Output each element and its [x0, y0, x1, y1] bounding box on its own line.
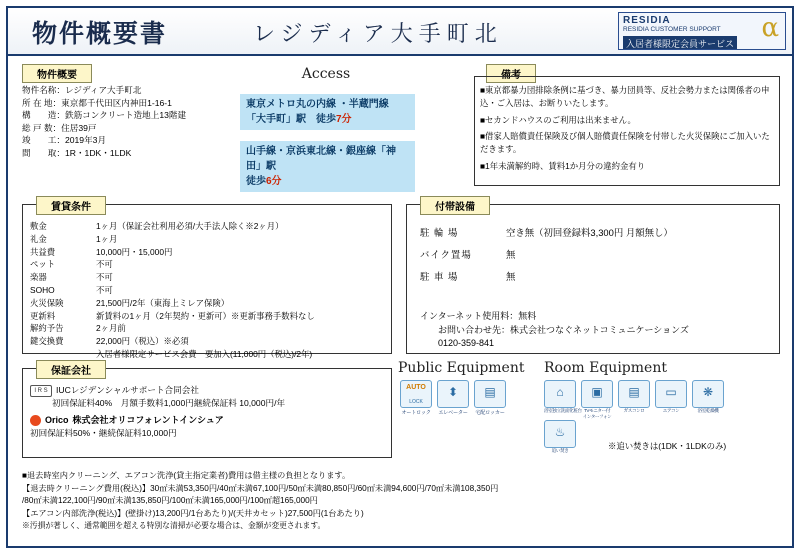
- guarantor-heading: [36, 360, 106, 379]
- internet-fee: インターネット使用料：無料: [420, 311, 537, 321]
- property-overview-label: 物件概要: [22, 64, 92, 83]
- remarks-label: 備考: [486, 64, 536, 83]
- row-value: 22,000円（税込）※必須: [96, 336, 189, 347]
- row-key: [30, 348, 96, 361]
- list-item: ■東京都暴力団排除条例に基づき、暴力団員等、反社会勢力または関係者の申込・ご入居は、お断りいたします。: [480, 85, 770, 108]
- lease-terms-label: 賃貸条件: [36, 196, 106, 215]
- remarks-list: [480, 84, 776, 177]
- bath-reheat-note: ※追い焚きは(1DK・1LDKのみ): [608, 441, 727, 451]
- icon-caption: オートロック: [401, 410, 431, 416]
- table-row: [30, 271, 386, 284]
- access-minutes: 6分: [266, 176, 282, 187]
- list-item: 間 取：1R・1DK・1LDK: [22, 147, 132, 158]
- residia-logo: [618, 12, 786, 50]
- room-equipment-heading: Room Equipment: [544, 360, 667, 376]
- list-item: 【退去時クリーニング費用(税込)】30㎡未満53,350円/40㎡未満67,100円/50㎡未満80,850円/60㎡未満94,600円/70㎡未満108,350円: [22, 483, 499, 493]
- facilities-list: [420, 222, 772, 288]
- list-item: 構 造：鉄筋コンクリート造地上13階建: [22, 110, 187, 121]
- facilities-label: 付帯設備: [420, 196, 490, 215]
- separate-bath-toilet-icon: [544, 380, 582, 420]
- row-key: バイク置場: [420, 249, 472, 260]
- access-minutes: 7分: [336, 114, 352, 125]
- public-equipment-icons: [400, 380, 506, 416]
- logo-support-text: RESIDIA CUSTOMER SUPPORT: [623, 26, 721, 33]
- orico-logo-icon: [30, 415, 41, 426]
- table-row: [30, 258, 386, 271]
- internet-contact: お問い合わせ先：株式会社つなぐネットコミュニケーションズ: [420, 324, 689, 335]
- icon-caption: ガスコンロ: [623, 408, 645, 413]
- row-value: 10,000円・15,000円: [96, 246, 173, 257]
- reheat-bath-icon: [544, 420, 576, 454]
- row-key: 共益費: [30, 246, 56, 257]
- dryer-glyph: ❋: [702, 385, 714, 399]
- guarantor-company-1: [30, 384, 386, 397]
- access-station: 徒歩: [246, 176, 266, 187]
- row-key: ペット: [30, 259, 56, 270]
- document-page: [6, 6, 794, 548]
- logo-alpha-icon: α: [761, 13, 779, 43]
- list-item: ※汚損が著しく、通常範囲を超える特別な清掃が必要な場合は、金額が変更されます。: [22, 521, 326, 530]
- access-line-name: 東京メトロ丸の内線 ・半蔵門線: [246, 99, 389, 110]
- internet-phone: 0120-359-841: [420, 338, 495, 348]
- aircon-icon: [655, 380, 687, 420]
- row-key: 駐 車 場: [420, 271, 459, 282]
- auto-lock-sub: LOCK: [409, 399, 423, 405]
- property-name-title: レジディア大手町北: [253, 22, 503, 47]
- row-key: 更新料: [30, 310, 56, 321]
- guarantor-detail-2: 初回保証料50%・継続保証料10,000円: [30, 428, 177, 438]
- logo-member-service-text: 入居者様限定会員サービス: [623, 36, 737, 50]
- tv-monitor-intercom-icon: [581, 380, 613, 420]
- property-overview-list: [22, 84, 237, 160]
- list-item: /80㎡未満122,100円/90㎡未満135,850円/100㎡未満165,000円/100㎡超165,000円: [22, 496, 318, 505]
- aircon-glyph: ▭: [665, 385, 677, 399]
- table-row: [30, 246, 386, 259]
- row-key: 楽器: [30, 272, 47, 283]
- table-row: [30, 322, 386, 335]
- row-value: 不可: [96, 272, 113, 283]
- access-line-name: 山手線・京浜東北線・銀座線「神田」駅: [246, 146, 396, 172]
- row-value: 無: [506, 249, 516, 260]
- row-key: 敷金: [30, 221, 47, 231]
- row-value: 21,500円/2年（東海上ミレア保険）: [96, 297, 230, 308]
- icon-caption: 追い焚き: [551, 448, 569, 453]
- access-route-2: [240, 141, 415, 192]
- access-station: 「大手町」駅 徒歩: [246, 114, 336, 125]
- bath-glyph: ⌂: [556, 385, 564, 399]
- row-value: 不可: [96, 284, 113, 295]
- iuc-logo-icon: I R S: [30, 385, 52, 397]
- guarantor-detail-1: 初回保証料40% 月額手数料1,000円継続保証料 10,000円/年: [52, 398, 286, 408]
- row-value: 1ヶ月: [96, 233, 118, 244]
- row-value: 2ヶ月前: [96, 323, 126, 334]
- intercom-glyph: ▣: [591, 385, 603, 399]
- table-row: [30, 220, 386, 233]
- table-row: [420, 266, 772, 288]
- access-route-1: [240, 94, 415, 130]
- table-row: [30, 348, 386, 361]
- list-item: ■1年未満解約時、賃料1か月分の違約金有り: [480, 160, 646, 171]
- row-value: 1ヶ月（保証会社利用必須/大手法人除く※2ヶ月）: [96, 221, 284, 231]
- company-name: IUCレジデンシャルサポート合同会社: [56, 385, 199, 395]
- document-header: [8, 8, 792, 56]
- icon-caption-second-line: インターフォン: [582, 414, 612, 419]
- access-heading: Access: [301, 66, 351, 82]
- table-row: [30, 233, 386, 246]
- icon-caption: 宅配ロッカー: [475, 410, 505, 416]
- row-value: 空き無（初回登録料3,300円 月額無し）: [506, 227, 673, 238]
- table-row: [30, 297, 386, 310]
- elevator-glyph: ⬍: [447, 385, 459, 399]
- row-key: 解約予告: [30, 323, 64, 334]
- footer-notes: [22, 470, 780, 533]
- row-key: 礼金: [30, 233, 47, 244]
- row-key: 火災保険: [30, 297, 64, 308]
- list-item: 総 戸 数：住居39戸: [22, 122, 97, 133]
- auto-lock-glyph: AUTO: [406, 384, 426, 391]
- list-item: 物件名称：レジディア大手町北: [22, 85, 142, 95]
- delivery-box-glyph: ▤: [484, 385, 496, 399]
- row-value: 不可: [96, 259, 113, 270]
- guarantor-label: 保証会社: [36, 360, 106, 379]
- list-item: ■セカンドハウスのご利用は出来ません。: [480, 114, 636, 125]
- row-key: SOHO: [30, 284, 55, 295]
- row-value: 新賃料の1ヶ月（2年契約・更新可）※更新事務手数料なし: [96, 310, 315, 321]
- list-item: ■借家人賠償責任保険及び個人賠償責任保険を付帯した火災保険にご加入いただきます。: [480, 131, 770, 155]
- page-title: 物件概要書: [32, 19, 168, 48]
- public-equipment-heading: Public Equipment: [398, 360, 525, 376]
- auto-lock-icon: [400, 380, 432, 416]
- row-key: 鍵交換費: [30, 336, 64, 347]
- list-item: ■退去時室内クリーニング、エアコン洗浄(貸主指定業者)費用は借主様の負担となります。: [22, 471, 351, 480]
- row-value: 入居者様限定サービス会費 要加入(11,000円（税込)/2年): [96, 348, 313, 359]
- list-item: 竣 工：2019年3月: [22, 135, 107, 146]
- stove-glyph: ▤: [628, 385, 640, 399]
- reheat-glyph: ♨: [554, 425, 566, 439]
- table-row: [420, 244, 772, 266]
- row-key: 駐 輪 場: [420, 227, 459, 238]
- lease-terms-heading: [36, 196, 106, 215]
- table-row: [420, 222, 772, 244]
- list-item: 【エアコン内部洗浄(税込)】(壁掛け)13,200円/1台あたり)/(天井カセット)27,500円(1台あたり): [22, 508, 364, 518]
- facilities-heading: [420, 196, 490, 215]
- table-row: [30, 310, 386, 323]
- property-overview-heading: [22, 64, 232, 83]
- room-equipment-icons: [544, 380, 724, 420]
- row-value: 無: [506, 271, 516, 282]
- bath-dryer-icon: [692, 380, 724, 420]
- icon-caption: エアコン: [662, 408, 680, 413]
- elevator-icon: [437, 380, 469, 416]
- internet-info: [420, 310, 689, 351]
- logo-brand-text: RESIDIA: [623, 15, 671, 26]
- orico-logo-text: Orico: [45, 415, 69, 425]
- icon-caption: 浴室乾燥機: [697, 408, 719, 413]
- icon-caption: TVモニター付: [583, 408, 611, 413]
- icon-caption: エレベーター: [438, 410, 468, 416]
- table-row: [30, 335, 386, 348]
- company-name: 株式会社オリコフォレントインシュア: [72, 415, 224, 425]
- gas-stove-icon: [618, 380, 650, 420]
- table-row: [30, 284, 386, 297]
- guarantor-list: [30, 384, 386, 440]
- delivery-box-icon: [474, 380, 506, 416]
- list-item: 所 在 地：東京都千代田区内神田1-16-1: [22, 97, 172, 108]
- guarantor-company-2: [30, 414, 386, 427]
- icon-caption: 浴室独立洗面化粧台: [544, 408, 582, 413]
- lease-terms-list: [30, 220, 386, 361]
